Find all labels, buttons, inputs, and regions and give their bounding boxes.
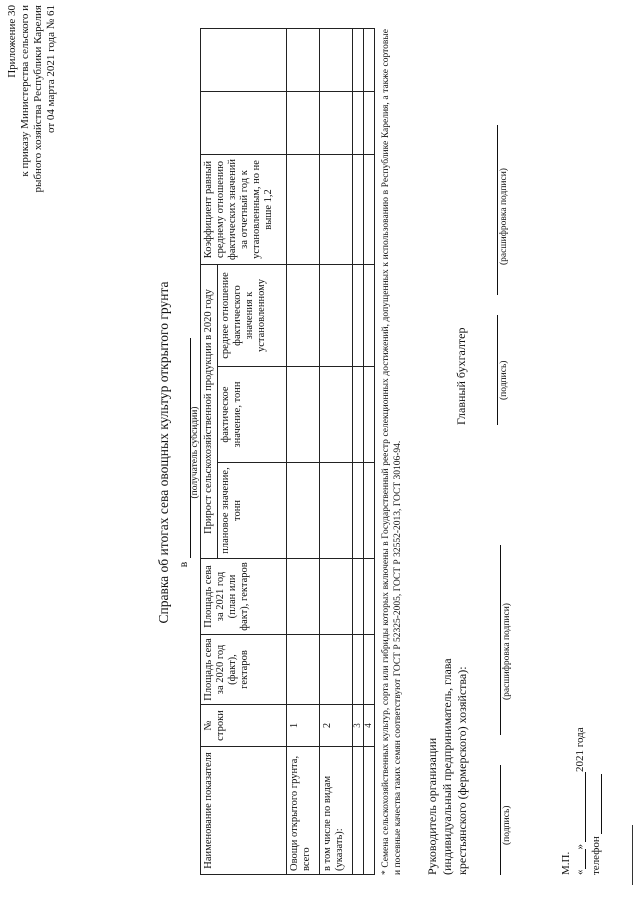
table-cell[interactable] <box>364 635 375 705</box>
table-cell[interactable] <box>320 367 353 463</box>
chief-signature-caption: (подпись) <box>499 360 509 400</box>
row-name <box>364 747 375 875</box>
date-quote-open: « <box>574 869 586 875</box>
table-cell[interactable] <box>320 463 353 559</box>
row-name <box>353 747 364 875</box>
head-title-line: (индивидуальный предприниматель, глава <box>440 658 454 875</box>
table-cell[interactable] <box>287 463 320 559</box>
date-year: 2021 года <box>574 727 586 772</box>
table-cell[interactable] <box>320 559 353 635</box>
recipient-caption: (получатель субсидии) <box>190 406 200 499</box>
head-signature-area <box>488 545 512 875</box>
row-name: Овощи открытого грунта, всего <box>287 747 320 875</box>
table-cell[interactable] <box>320 155 353 265</box>
document-title: Справка об итогах сева овощных культур открытого грунта <box>156 281 171 624</box>
header-planned: плановое значение, тонн <box>218 463 287 559</box>
edge-rule-segment <box>632 825 633 885</box>
table-cell[interactable] <box>320 29 353 92</box>
table-cell[interactable] <box>287 559 320 635</box>
table-cell[interactable] <box>287 635 320 705</box>
chief-signature-area <box>485 125 509 425</box>
row-number: 3 <box>353 705 364 747</box>
table-cell[interactable] <box>353 635 364 705</box>
table-cell[interactable] <box>364 29 375 92</box>
table-cell[interactable] <box>364 559 375 635</box>
date-month-blank[interactable] <box>574 772 586 842</box>
date-quote-close: » <box>574 844 586 850</box>
appendix-ministry-line: рыбного хозяйства Республики Карелия <box>32 5 44 193</box>
table-cell[interactable] <box>353 29 364 92</box>
head-decode-line[interactable] <box>488 545 501 735</box>
phone-label: телефон <box>590 836 602 875</box>
table-cell[interactable] <box>287 155 320 265</box>
header-extra-col-1 <box>201 92 287 155</box>
table-row <box>353 29 364 875</box>
table-row <box>364 29 375 875</box>
footnote: * Семена сельскохозяйственных культур, сорта или гибриды которых включены в Государственный реестр селекционных достижений, допущенных к использованию в Республике Карелия, а также сортовые и посевные качества таких семян соответствуют ГОСТ Р 52325-2005, ГОСТ Р 32552-2013, ГОСТ 30106-94. <box>381 29 403 875</box>
header-name: Наименование показателя <box>201 747 287 875</box>
table-cell[interactable] <box>353 367 364 463</box>
table-cell[interactable] <box>353 92 364 155</box>
appendix-number: Приложение 30 <box>6 5 18 78</box>
table-cell[interactable] <box>364 155 375 265</box>
chief-accountant-label: Главный бухгалтер <box>454 327 468 425</box>
table-cell[interactable] <box>353 463 364 559</box>
table-cell[interactable] <box>320 635 353 705</box>
table-cell[interactable] <box>320 92 353 155</box>
row-number: 4 <box>364 705 375 747</box>
table-cell[interactable] <box>364 92 375 155</box>
table-cell[interactable] <box>353 265 364 367</box>
date-line <box>574 727 586 875</box>
head-signatory-label <box>425 555 470 875</box>
header-actual: фактическое значение, тонн <box>218 367 287 463</box>
table-cell[interactable] <box>287 92 320 155</box>
appendix-reference <box>6 5 58 205</box>
recipient-line <box>176 0 191 905</box>
head-signature-line[interactable] <box>488 765 501 875</box>
phone-line <box>590 774 602 875</box>
phone-blank[interactable] <box>590 774 602 834</box>
table-cell[interactable] <box>320 265 353 367</box>
table-cell[interactable] <box>287 29 320 92</box>
table-cell[interactable] <box>364 463 375 559</box>
head-signature-caption: (подпись) <box>502 805 512 845</box>
date-day-blank[interactable] <box>574 850 586 870</box>
table-cell[interactable] <box>364 367 375 463</box>
sowing-table <box>200 28 375 875</box>
header-avg-ratio: среднее отношение фактического значения к установленному <box>218 265 287 367</box>
table-row <box>320 29 353 875</box>
head-decode-caption: (расшифровка подписи) <box>502 603 512 700</box>
recipient-prefix: в <box>176 561 190 568</box>
chief-decode-caption: (расшифровка подписи) <box>499 168 509 265</box>
head-title-line: Руководитель организации <box>425 737 439 875</box>
table-cell[interactable] <box>353 559 364 635</box>
header-area-2021: Площадь сева за 2021 год (план или факт), гектаров <box>201 559 287 635</box>
table-cell[interactable] <box>287 367 320 463</box>
row-name: в том числе по видам (указать): <box>320 747 353 875</box>
header-growth-group: Прирост сельскохозяйственной продукции в 2020 году <box>201 265 218 559</box>
table-cell[interactable] <box>287 265 320 367</box>
head-title-line: крестьянского (фермерского) хозяйства): <box>455 666 469 875</box>
row-number: 1 <box>287 705 320 747</box>
header-area-2020: Площадь сева за 2020 год (факт), гектаров <box>201 635 287 705</box>
header-line-no: № строки <box>201 705 287 747</box>
appendix-date-line: от 04 марта 2021 года № 61 <box>45 5 57 134</box>
chief-signature-line[interactable] <box>485 315 498 425</box>
stamp-placeholder: М.П. <box>560 851 572 875</box>
chief-decode-line[interactable] <box>485 125 498 295</box>
header-extra-col-2 <box>201 29 287 92</box>
appendix-order-line: к приказу Министерства сельского и <box>19 5 31 177</box>
table-cell[interactable] <box>364 265 375 367</box>
header-coefficient: Коэффициент равный среднему отношению фактических значений за отчетный год к установленным, но не выше 1,2 <box>201 155 287 265</box>
table-row <box>287 29 320 875</box>
row-number: 2 <box>320 705 353 747</box>
table-cell[interactable] <box>353 155 364 265</box>
